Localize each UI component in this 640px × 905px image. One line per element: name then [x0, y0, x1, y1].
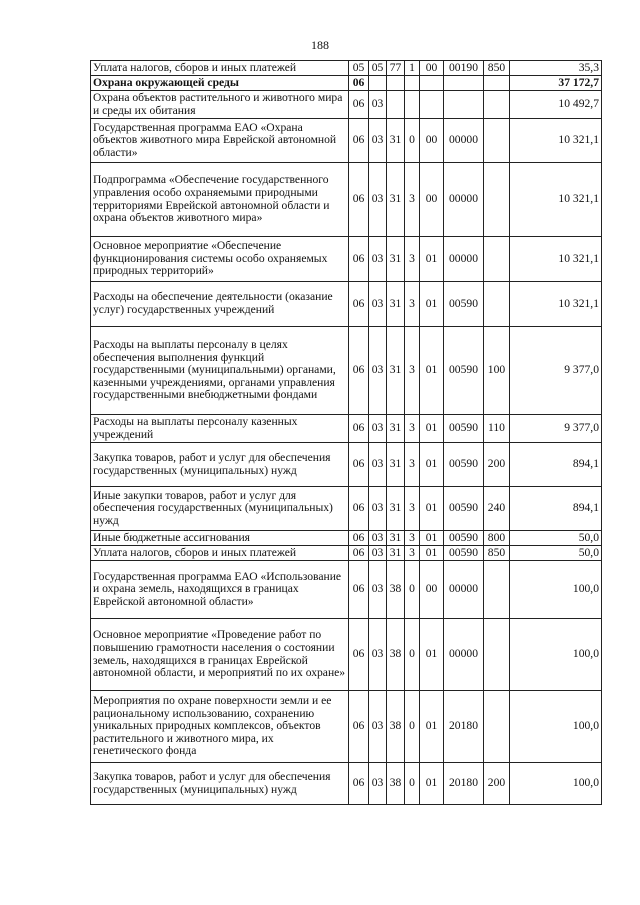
table-row — [91, 546, 602, 561]
table-row — [91, 763, 602, 805]
row-name: Закупка товаров, работ и услуг для обеспечения государственных (муниципальных) нужд — [91, 763, 349, 805]
row-program-code: 31 — [387, 487, 405, 531]
row-amount: 894,1 — [510, 443, 602, 487]
row-program-code: 31 — [387, 237, 405, 282]
table-row — [91, 487, 602, 531]
row-amount: 100,0 — [510, 619, 602, 691]
row-expense-type — [484, 163, 510, 237]
row-subsection: 03 — [369, 763, 387, 805]
row-subsection: 03 — [369, 487, 387, 531]
table-row — [91, 61, 602, 76]
row-subsection: 05 — [369, 61, 387, 76]
row-subsection: 03 — [369, 91, 387, 119]
row-activity-code: 01 — [420, 327, 444, 415]
table-row — [91, 163, 602, 237]
table-row — [91, 531, 602, 546]
row-subsection: 03 — [369, 237, 387, 282]
row-activity-code: 00 — [420, 119, 444, 163]
table-row — [91, 76, 602, 91]
row-activity-code: 01 — [420, 763, 444, 805]
row-subprogram-code: 3 — [405, 415, 420, 443]
table-row — [91, 561, 602, 619]
table-row — [91, 327, 602, 415]
row-program-code: 31 — [387, 531, 405, 546]
row-subprogram-code — [405, 91, 420, 119]
table-row — [91, 443, 602, 487]
row-expense-code — [444, 76, 484, 91]
row-subprogram-code — [405, 76, 420, 91]
row-expense-type — [484, 282, 510, 327]
row-amount: 10 492,7 — [510, 91, 602, 119]
row-subsection: 03 — [369, 119, 387, 163]
row-amount: 50,0 — [510, 546, 602, 561]
row-program-code: 31 — [387, 327, 405, 415]
row-subsection: 03 — [369, 327, 387, 415]
row-program-code: 38 — [387, 763, 405, 805]
row-program-code — [387, 76, 405, 91]
row-expense-type — [484, 119, 510, 163]
row-section: 06 — [349, 91, 369, 119]
table-row — [91, 237, 602, 282]
row-name: Закупка товаров, работ и услуг для обеспечения государственных (муниципальных) нужд — [91, 443, 349, 487]
row-program-code: 77 — [387, 61, 405, 76]
row-subsection: 03 — [369, 415, 387, 443]
row-section: 06 — [349, 546, 369, 561]
row-name: Основное мероприятие «Проведение работ по повышению грамотности населения о состоянии земель, находящихся в границах Еврейской автономной области, и мероприятий по их охране» — [91, 619, 349, 691]
row-expense-type: 200 — [484, 763, 510, 805]
row-name: Государственная программа ЕАО «Охрана объектов животного мира Еврейской автономной области» — [91, 119, 349, 163]
row-section: 06 — [349, 76, 369, 91]
row-section: 06 — [349, 561, 369, 619]
row-activity-code: 01 — [420, 443, 444, 487]
page-number: 188 — [311, 38, 329, 52]
row-subprogram-code: 3 — [405, 443, 420, 487]
row-amount: 100,0 — [510, 561, 602, 619]
row-subprogram-code: 3 — [405, 546, 420, 561]
row-activity-code: 01 — [420, 282, 444, 327]
row-expense-code: 00190 — [444, 61, 484, 76]
table-row — [91, 415, 602, 443]
row-section: 06 — [349, 443, 369, 487]
row-section: 06 — [349, 763, 369, 805]
row-activity-code: 00 — [420, 163, 444, 237]
row-name: Уплата налогов, сборов и иных платежей — [91, 61, 349, 76]
row-subsection: 03 — [369, 546, 387, 561]
row-program-code: 38 — [387, 691, 405, 763]
row-expense-type — [484, 237, 510, 282]
row-expense-code: 00000 — [444, 561, 484, 619]
row-expense-code: 00590 — [444, 531, 484, 546]
row-activity-code: 01 — [420, 546, 444, 561]
row-subprogram-code: 0 — [405, 691, 420, 763]
row-subsection — [369, 76, 387, 91]
row-program-code: 38 — [387, 561, 405, 619]
row-expense-code: 00000 — [444, 237, 484, 282]
row-expense-code: 00590 — [444, 546, 484, 561]
row-expense-code: 00000 — [444, 163, 484, 237]
row-subsection: 03 — [369, 282, 387, 327]
row-program-code — [387, 91, 405, 119]
row-activity-code: 01 — [420, 691, 444, 763]
row-amount: 37 172,7 — [510, 76, 602, 91]
row-subsection: 03 — [369, 619, 387, 691]
row-amount: 9 377,0 — [510, 327, 602, 415]
row-activity-code: 01 — [420, 619, 444, 691]
row-expense-code: 20180 — [444, 691, 484, 763]
row-program-code: 31 — [387, 163, 405, 237]
row-name: Уплата налогов, сборов и иных платежей — [91, 546, 349, 561]
row-expense-type — [484, 76, 510, 91]
table-row — [91, 282, 602, 327]
row-activity-code: 01 — [420, 237, 444, 282]
row-name: Иные бюджетные ассигнования — [91, 531, 349, 546]
row-program-code: 31 — [387, 282, 405, 327]
row-subprogram-code: 0 — [405, 763, 420, 805]
table-row — [91, 619, 602, 691]
row-name: Мероприятия по охране поверхности земли и ее рациональному использованию, сохранению уникальных природных комплексов, объектов растительного и животного мира, их генетического фонда — [91, 691, 349, 763]
row-activity-code: 00 — [420, 61, 444, 76]
row-program-code: 31 — [387, 546, 405, 561]
row-name: Иные закупки товаров, работ и услуг для обеспечения государственных (муниципальных) нужд — [91, 487, 349, 531]
row-subprogram-code: 0 — [405, 561, 420, 619]
row-subprogram-code: 0 — [405, 119, 420, 163]
row-subprogram-code: 3 — [405, 282, 420, 327]
row-subprogram-code: 3 — [405, 327, 420, 415]
row-program-code: 31 — [387, 443, 405, 487]
table-row — [91, 91, 602, 119]
row-activity-code: 01 — [420, 531, 444, 546]
row-activity-code: 01 — [420, 487, 444, 531]
row-amount: 9 377,0 — [510, 415, 602, 443]
row-expense-code — [444, 91, 484, 119]
row-section: 06 — [349, 619, 369, 691]
row-program-code: 31 — [387, 415, 405, 443]
row-expense-type: 110 — [484, 415, 510, 443]
row-expense-type — [484, 691, 510, 763]
row-name: Государственная программа ЕАО «Использование и охрана земель, находящихся в границах Еврейской автономной области» — [91, 561, 349, 619]
row-section: 06 — [349, 691, 369, 763]
row-subprogram-code: 1 — [405, 61, 420, 76]
row-subprogram-code: 0 — [405, 619, 420, 691]
row-amount: 35,3 — [510, 61, 602, 76]
row-name: Основное мероприятие «Обеспечение функционирования системы особо охраняемых природных территорий» — [91, 237, 349, 282]
row-expense-code: 00590 — [444, 327, 484, 415]
row-name: Расходы на выплаты персоналу казенных учреждений — [91, 415, 349, 443]
row-subprogram-code: 3 — [405, 531, 420, 546]
row-amount: 10 321,1 — [510, 282, 602, 327]
row-section: 06 — [349, 119, 369, 163]
row-section: 06 — [349, 415, 369, 443]
row-section: 06 — [349, 327, 369, 415]
row-amount: 10 321,1 — [510, 119, 602, 163]
row-subsection: 03 — [369, 443, 387, 487]
row-amount: 100,0 — [510, 691, 602, 763]
row-activity-code — [420, 91, 444, 119]
row-amount: 50,0 — [510, 531, 602, 546]
row-section: 06 — [349, 282, 369, 327]
row-expense-type: 240 — [484, 487, 510, 531]
row-subsection: 03 — [369, 561, 387, 619]
row-activity-code: 00 — [420, 561, 444, 619]
row-subprogram-code: 3 — [405, 487, 420, 531]
row-expense-code: 00590 — [444, 282, 484, 327]
row-expense-code: 00590 — [444, 415, 484, 443]
row-subprogram-code: 3 — [405, 237, 420, 282]
table-row — [91, 691, 602, 763]
row-section: 06 — [349, 531, 369, 546]
row-subsection: 03 — [369, 531, 387, 546]
row-name: Подпрограмма «Обеспечение государственного управления особо охраняемыми природными территориями Еврейской автономной области и охрана объектов животного мира» — [91, 163, 349, 237]
row-expense-code: 20180 — [444, 763, 484, 805]
row-amount: 100,0 — [510, 763, 602, 805]
row-name: Охрана окружающей среды — [91, 76, 349, 91]
row-section: 06 — [349, 487, 369, 531]
row-program-code: 31 — [387, 119, 405, 163]
row-expense-type — [484, 561, 510, 619]
row-expense-code: 00000 — [444, 119, 484, 163]
budget-table — [90, 60, 602, 805]
row-program-code: 38 — [387, 619, 405, 691]
row-subprogram-code: 3 — [405, 163, 420, 237]
row-section: 05 — [349, 61, 369, 76]
row-expense-type — [484, 619, 510, 691]
row-expense-code: 00000 — [444, 619, 484, 691]
row-expense-type: 800 — [484, 531, 510, 546]
row-expense-type: 850 — [484, 61, 510, 76]
row-activity-code: 01 — [420, 415, 444, 443]
row-name: Расходы на выплаты персоналу в целях обеспечения выполнения функций государственными (муниципальными) органами, казенными учреждениями, органами управления государственными внебюджетными фондами — [91, 327, 349, 415]
table-row — [91, 119, 602, 163]
row-name: Охрана объектов растительного и животного мира и среды их обитания — [91, 91, 349, 119]
row-expense-type: 100 — [484, 327, 510, 415]
row-amount: 10 321,1 — [510, 237, 602, 282]
row-expense-code: 00590 — [444, 443, 484, 487]
row-expense-type: 850 — [484, 546, 510, 561]
row-section: 06 — [349, 163, 369, 237]
row-subsection: 03 — [369, 163, 387, 237]
row-expense-code: 00590 — [444, 487, 484, 531]
row-amount: 894,1 — [510, 487, 602, 531]
row-amount: 10 321,1 — [510, 163, 602, 237]
row-expense-type: 200 — [484, 443, 510, 487]
row-activity-code — [420, 76, 444, 91]
row-name: Расходы на обеспечение деятельности (оказание услуг) государственных учреждений — [91, 282, 349, 327]
row-section: 06 — [349, 237, 369, 282]
row-subsection: 03 — [369, 691, 387, 763]
row-expense-type — [484, 91, 510, 119]
